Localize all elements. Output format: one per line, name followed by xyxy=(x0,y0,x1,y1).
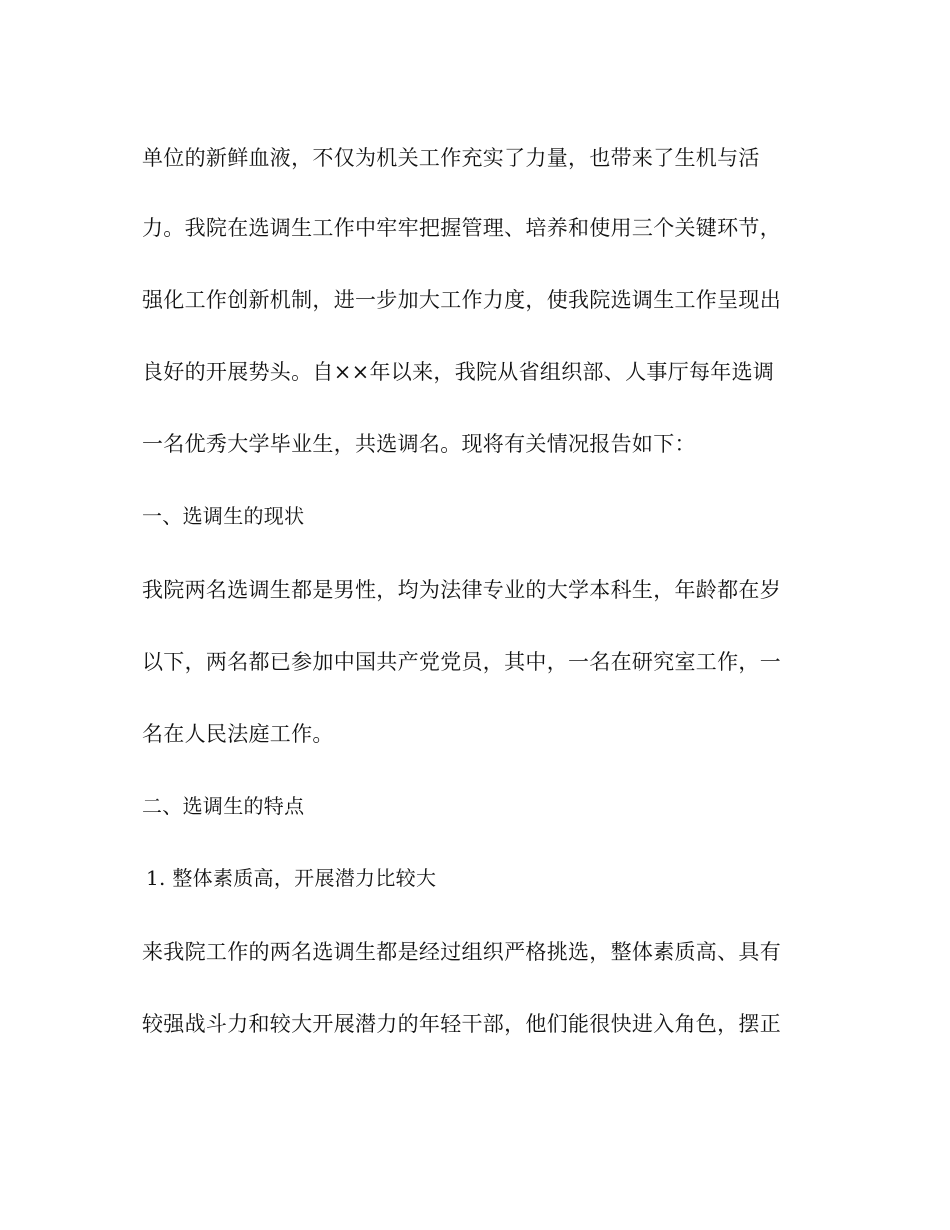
paragraph-line: 良好的开展势头。自××年以来，我院从省组织部、人事厅每年选调 xyxy=(142,360,775,384)
paragraph-line: 一名优秀大学毕业生，共选调名。现将有关情况报告如下： xyxy=(142,432,696,456)
section-heading-1: 一、选调生的现状 xyxy=(142,504,305,528)
subsection-heading-1: 1. 整体素质高，开展潜力比较大 xyxy=(146,866,437,890)
paragraph-line: 以下，两名都已参加中国共产党党员，其中，一名在研究室工作，一 xyxy=(142,650,781,674)
paragraph-line: 较强战斗力和较大开展潜力的年轻干部，他们能很快进入角色，摆正 xyxy=(142,1012,781,1036)
paragraph-line: 名在人民法庭工作。 xyxy=(142,722,334,746)
paragraph-line: 单位的新鲜血液，不仅为机关工作充实了力量，也带来了生机与活 xyxy=(142,146,760,170)
paragraph-line: 我院两名选调生都是男性，均为法律专业的大学本科生，年龄都在岁 xyxy=(142,578,781,602)
section-heading-2: 二、选调生的特点 xyxy=(142,794,305,818)
paragraph-line: 来我院工作的两名选调生都是经过组织严格挑选，整体素质高、具有 xyxy=(142,940,781,964)
paragraph-line: 强化工作创新机制，进一步加大工作力度，使我院选调生工作呈现出 xyxy=(142,288,781,312)
paragraph-line: 力。我院在选调生工作中牢牢把握管理、培养和使用三个关键环节， xyxy=(142,216,781,240)
